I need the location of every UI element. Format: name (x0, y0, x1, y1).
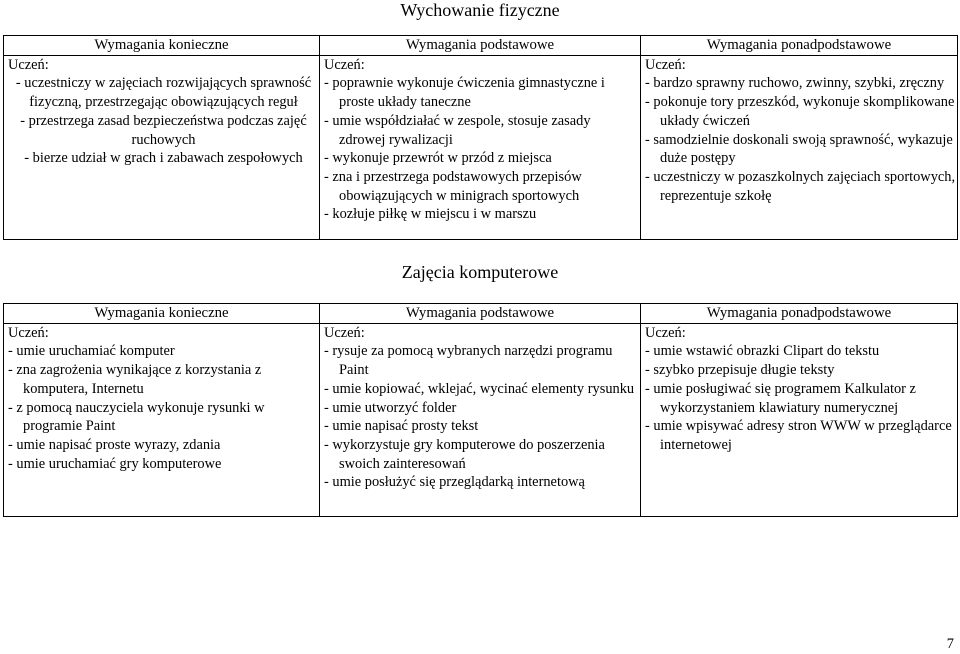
requirements-table-computer-classes (3, 303, 958, 517)
header-advanced-requirements: Wymagania ponadpodstawowe (641, 36, 958, 56)
pupil-label: Uczeń: (324, 324, 365, 341)
header-standard-requirements: Wymagania podstawowe (320, 36, 641, 56)
standard-requirements-cell (320, 323, 641, 516)
requirements-list (645, 74, 957, 205)
list-item: - umie utworzyć folder (324, 399, 457, 416)
list-item: - umie napisać proste wyrazy, zdania (8, 436, 221, 453)
advanced-requirements-cell (641, 323, 958, 516)
list-item: - uczestniczy w pozaszkolnych zajęciach sportowych, reprezentuje szkołę (645, 168, 956, 204)
standard-requirements-cell (320, 55, 641, 239)
list-item: - zna zagrożenia wynikające z korzystania z komputera, Internetu (8, 362, 262, 397)
section-title-computer-classes: Zajęcia komputerowe (401, 262, 559, 282)
basic-requirements-cell (4, 323, 320, 516)
list-item: - z pomocą nauczyciela wykonuje rysunki w programie Paint (8, 399, 265, 435)
requirements-table-physical-education (3, 35, 958, 240)
basic-requirements-cell (4, 55, 320, 239)
list-item: - zna i przestrzega podstawowych przepisów obowiązujących w minigrach sportowych (324, 168, 582, 204)
list-item: - samodzielnie doskonali swoją sprawność, wykazuje duże postępy (645, 131, 953, 167)
list-item: - przestrzega zasad bezpieczeństwa podczas zajęć ruchowych (20, 112, 307, 148)
list-item: - umie współdziałać w zespole, stosuje zasady zdrowej rywalizacji (324, 112, 591, 148)
header-basic-requirements: Wymagania konieczne (4, 36, 320, 56)
list-item: - pokonuje tory przeszkód, wykonuje skomplikowane układy ćwiczeń (645, 94, 955, 129)
header-advanced-requirements: Wymagania ponadpodstawowe (641, 304, 958, 324)
list-item: - szybko przepisuje długie teksty (645, 362, 835, 379)
requirements-list (8, 74, 319, 168)
header-standard-requirements: Wymagania podstawowe (320, 304, 641, 324)
list-item: - umie kopiować, wklejać, wycinać elementy rysunku (324, 380, 635, 397)
pupil-label: Uczeń: (324, 56, 365, 73)
requirements-list (324, 74, 640, 224)
page-number: 7 (946, 636, 954, 652)
list-item: - uczestniczy w zajęciach rozwijających sprawność fizyczną, przestrzegając obowiązujących reguł (15, 75, 312, 111)
table-header-row (4, 36, 958, 56)
list-item: - umie posłużyć się przeglądarką internetową (324, 474, 585, 491)
pupil-label: Uczeń: (8, 56, 49, 73)
list-item: - umie wpisywać adresy stron WWW w przeglądarce internetowej (645, 418, 952, 453)
pupil-label: Uczeń: (8, 324, 49, 341)
list-item: - rysuje za pomocą wybranych narzędzi programu Paint (324, 343, 613, 379)
list-item: - poprawnie wykonuje ćwiczenia gimnastyczne i proste układy taneczne (324, 75, 605, 111)
list-item: - umie uruchamiać gry komputerowe (8, 455, 222, 472)
list-item: - wykonuje przewrót w przód z miejsca (324, 150, 552, 167)
list-item: - kozłuje piłkę w miejscu i w marszu (324, 206, 537, 223)
list-item: - bardzo sprawny ruchowo, zwinny, szybki, zręczny (645, 75, 945, 92)
list-item: - wykorzystuje gry komputerowe do poszerzenia swoich zainteresowań (324, 436, 605, 472)
pupil-label: Uczeń: (645, 56, 686, 73)
list-item: - bierze udział w grach i zabawach zespołowych (24, 150, 303, 167)
list-item: - umie uruchamiać komputer (8, 343, 175, 360)
list-item: - umie posługiwać się programem Kalkulator z wykorzystaniem klawiatury numerycznej (645, 380, 916, 416)
header-basic-requirements: Wymagania konieczne (4, 304, 320, 324)
list-item: - umie wstawić obrazki Clipart do tekstu (645, 343, 880, 360)
requirements-list (324, 342, 640, 492)
list-item: - umie napisać prosty tekst (324, 418, 479, 435)
pupil-label: Uczeń: (645, 324, 686, 341)
table-row (4, 323, 958, 516)
requirements-list (8, 342, 319, 473)
section-title-physical-education: Wychowanie fizyczne (400, 0, 560, 20)
table-header-row (4, 304, 958, 324)
table-row (4, 55, 958, 239)
advanced-requirements-cell (641, 55, 958, 239)
requirements-list (645, 342, 957, 454)
